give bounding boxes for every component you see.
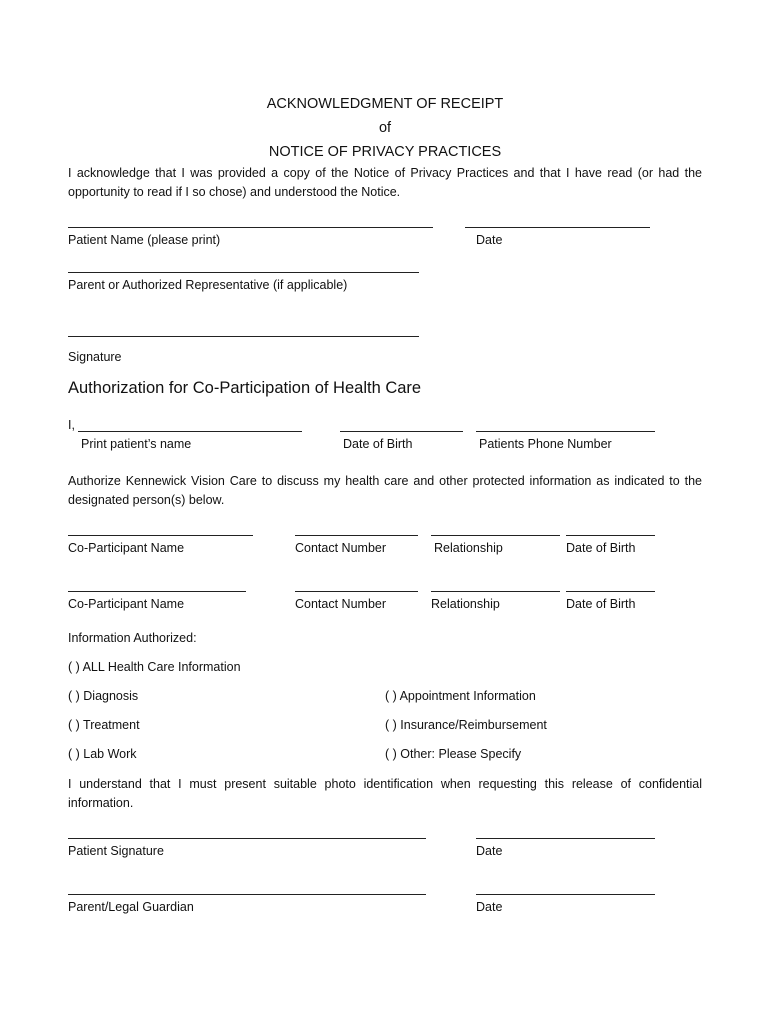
co-participant-name-label: Co-Participant Name (68, 541, 185, 555)
relationship-line[interactable] (431, 591, 560, 592)
relationship-label: Relationship (431, 597, 500, 611)
date-label: Date (476, 233, 503, 247)
relationship-line[interactable] (431, 535, 560, 536)
co-participant-name-line[interactable] (68, 535, 253, 536)
signature-label: Signature (68, 350, 122, 364)
option-treatment[interactable]: ( ) Treatment (68, 718, 140, 732)
i-prefix: I, (68, 418, 75, 432)
photo-id-paragraph: I understand that I must present suitable photo identification when requesting this release of confidential information. (68, 777, 702, 810)
option-appointment[interactable]: ( ) Appointment Information (385, 689, 536, 703)
relationship-label: Relationship (434, 541, 503, 555)
participant-dob-line[interactable] (566, 535, 655, 536)
parent-representative-line[interactable] (68, 272, 419, 273)
option-lab-work[interactable]: ( ) Lab Work (68, 747, 137, 761)
date-of-birth-label: Date of Birth (343, 437, 413, 451)
patient-signature-line[interactable] (68, 838, 426, 839)
guardian-label: Parent/Legal Guardian (68, 900, 194, 914)
option-insurance[interactable]: ( ) Insurance/Reimbursement (385, 718, 547, 732)
contact-number-line[interactable] (295, 535, 418, 536)
patient-name-label: Patient Name (please print) (68, 233, 221, 247)
guardian-signature-line[interactable] (68, 894, 426, 895)
date-line[interactable] (465, 227, 650, 228)
authorization-heading: Authorization for Co-Participation of Health Care (68, 379, 422, 397)
title-line-1: ACKNOWLEDGMENT OF RECEIPT (266, 96, 504, 112)
participant-dob-label: Date of Birth (566, 597, 636, 611)
date-of-birth-line[interactable] (340, 431, 463, 432)
parent-representative-label: Parent or Authorized Representative (if applicable) (68, 278, 348, 292)
participant-dob-line[interactable] (566, 591, 655, 592)
contact-number-line[interactable] (295, 591, 418, 592)
phone-number-line[interactable] (476, 431, 655, 432)
co-participant-name-line[interactable] (68, 591, 246, 592)
patient-name-line[interactable] (68, 227, 433, 228)
title-line-3: NOTICE OF PRIVACY PRACTICES (268, 144, 502, 160)
acknowledgment-paragraph: I acknowledge that I was provided a copy of the Notice of Privacy Practices and that I have read (or had the opportunity to read if I so chose) and understood the Notice. (68, 166, 702, 199)
phone-number-label: Patients Phone Number (479, 437, 612, 451)
patient-print-name-line[interactable] (78, 431, 302, 432)
guardian-date-line[interactable] (476, 894, 655, 895)
signature-date-line[interactable] (476, 838, 655, 839)
signature-line[interactable] (68, 336, 419, 337)
option-all-health-care[interactable]: ( ) ALL Health Care Information (68, 660, 241, 674)
signature-date-label: Date (476, 844, 503, 858)
guardian-date-label: Date (476, 900, 503, 914)
contact-number-label: Contact Number (295, 597, 387, 611)
option-diagnosis[interactable]: ( ) Diagnosis (68, 689, 139, 703)
patient-signature-label: Patient Signature (68, 844, 164, 858)
title-line-2: of (378, 120, 392, 136)
co-participant-name-label: Co-Participant Name (68, 597, 185, 611)
information-authorized-label: Information Authorized: (68, 631, 197, 645)
print-name-label: Print patient’s name (81, 437, 192, 451)
authorize-paragraph: Authorize Kennewick Vision Care to discuss my health care and other protected information as indicated to the designated person(s) below. (68, 474, 702, 507)
contact-number-label: Contact Number (295, 541, 387, 555)
option-other[interactable]: ( ) Other: Please Specify (385, 747, 522, 761)
participant-dob-label: Date of Birth (566, 541, 636, 555)
